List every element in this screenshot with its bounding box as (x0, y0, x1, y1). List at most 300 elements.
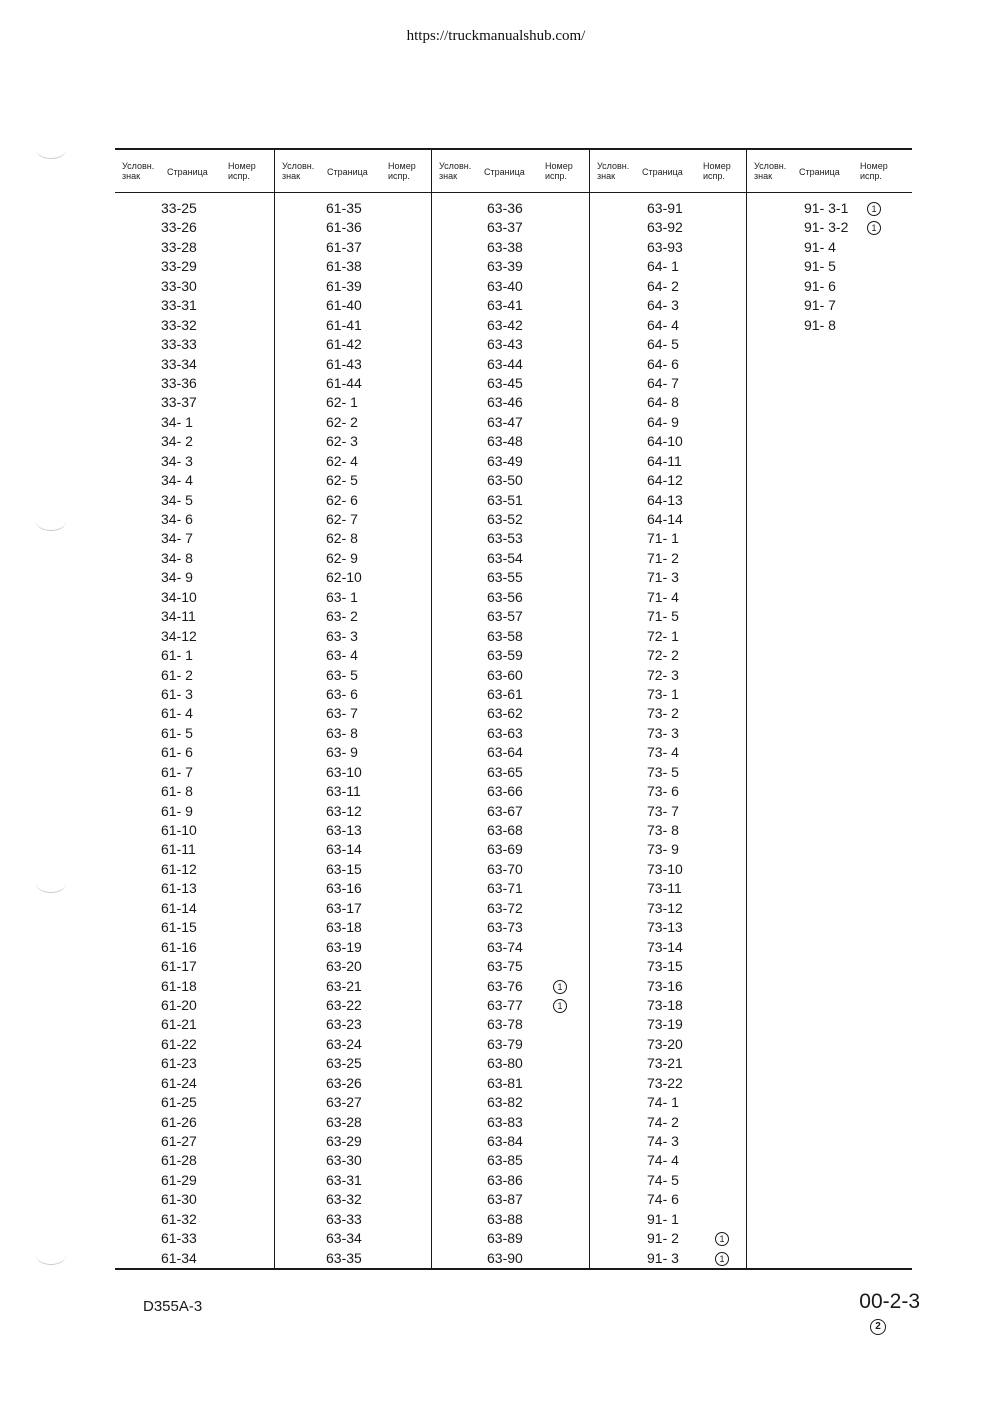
page-ref: 63-23 (326, 1016, 362, 1033)
page-ref: 63-68 (487, 822, 523, 838)
table-row (590, 627, 746, 646)
table-row (115, 918, 274, 937)
page-ref: 73-12 (647, 899, 683, 916)
page-ref: 34- 9 (161, 569, 193, 586)
table-row (275, 782, 431, 801)
table-row (432, 1171, 589, 1190)
table-row (115, 763, 274, 782)
page-ref: 73- 7 (647, 802, 679, 819)
page-ref: 61-39 (326, 277, 362, 294)
page-ref: 63-52 (487, 511, 523, 527)
page-ref: 63-43 (487, 336, 523, 353)
page-ref: 63-71 (487, 880, 523, 897)
table-row (590, 957, 746, 976)
table-row (590, 1074, 746, 1093)
table-row (590, 918, 746, 937)
page-ref: 73- 3 (647, 724, 679, 741)
table-row (590, 549, 746, 568)
page-ref: 61-10 (161, 822, 197, 838)
page-ref: 63-31 (326, 1171, 362, 1188)
table-row (590, 607, 746, 626)
header-page: Страница (327, 167, 368, 177)
page-ref: 74- 5 (647, 1171, 679, 1188)
page-ref: 63- 9 (326, 744, 358, 761)
page-ref: 33-29 (161, 258, 197, 275)
table-row (115, 257, 274, 276)
page-ref: 63-38 (487, 238, 523, 255)
table-row (115, 957, 274, 976)
page-ref: 33-32 (161, 316, 197, 333)
page-ref: 71- 2 (647, 549, 679, 566)
page-ref: 33-26 (161, 219, 197, 236)
table-row (275, 316, 431, 335)
page-ref: 91- 7 (804, 297, 836, 314)
table-row (432, 529, 589, 548)
page-ref: 61-18 (161, 977, 197, 994)
page-ref: 91- 4 (804, 238, 836, 255)
page-number: 00-2-3 (859, 1290, 920, 1313)
page-ref: 71- 3 (647, 569, 679, 586)
page-ref: 64- 8 (647, 394, 679, 411)
page-ref: 63-14 (326, 841, 362, 858)
table-row (275, 374, 431, 393)
page-ref: 33-25 (161, 200, 197, 216)
table-row (275, 277, 431, 296)
table-row (432, 413, 589, 432)
page-ref: 63-90 (487, 1249, 523, 1266)
table-row (432, 296, 589, 315)
header-rev: Номер испр. (228, 161, 256, 181)
page-ref: 61- 2 (161, 666, 193, 683)
column-header (747, 150, 912, 193)
table-row (275, 996, 431, 1015)
table-row (115, 977, 274, 996)
page-ref: 63-61 (487, 685, 523, 702)
page-ref: 34- 8 (161, 549, 193, 566)
page-ref: 63-54 (487, 549, 523, 566)
table-row (590, 588, 746, 607)
page-ref: 91- 2 (647, 1230, 679, 1247)
page-ref: 61-17 (161, 958, 197, 975)
table-row (432, 607, 589, 626)
table-row (590, 413, 746, 432)
page-ref: 63-29 (326, 1133, 362, 1149)
page-ref: 63-74 (487, 938, 523, 955)
page-ref: 63-48 (487, 433, 523, 450)
page-ref: 64- 9 (647, 413, 679, 430)
page-ref: 62- 7 (326, 511, 358, 527)
table-row (432, 1035, 589, 1054)
table-row (432, 335, 589, 354)
table-row (590, 821, 746, 840)
table-row (115, 452, 274, 471)
table-row (432, 491, 589, 510)
table-row (115, 899, 274, 918)
table-row (115, 568, 274, 587)
page-ref: 63-15 (326, 860, 362, 877)
page-ref: 63-20 (326, 958, 362, 975)
table-row (590, 996, 746, 1015)
table-row (115, 588, 274, 607)
table-row (275, 685, 431, 704)
table-row (432, 782, 589, 801)
table-row (432, 646, 589, 665)
table-row (115, 296, 274, 315)
page-ref: 62- 6 (326, 491, 358, 508)
page-ref: 63-10 (326, 763, 362, 780)
page-ref: 63-46 (487, 394, 523, 411)
page-ref: 63- 8 (326, 724, 358, 741)
page-ref: 71- 5 (647, 608, 679, 625)
page-ref: 63-27 (326, 1094, 362, 1111)
table-row (115, 1015, 274, 1034)
table-row (432, 452, 589, 471)
page-ref: 91- 3 (647, 1249, 679, 1266)
table-row (432, 957, 589, 976)
page-ref: 33-28 (161, 238, 197, 255)
table-row (275, 218, 431, 237)
table-row (275, 860, 431, 879)
page-ref: 61-44 (326, 374, 362, 391)
table-row (590, 568, 746, 587)
page-ref: 71- 4 (647, 588, 679, 605)
page-ref: 63-30 (326, 1152, 362, 1169)
table-row (432, 432, 589, 451)
page-ref: 63-80 (487, 1055, 523, 1072)
page-ref: 73- 5 (647, 763, 679, 780)
table-row (747, 296, 912, 315)
table-row (590, 471, 746, 490)
revision-mark: 1 (715, 1252, 729, 1266)
page-ref: 63- 3 (326, 627, 358, 644)
page-ref: 33-36 (161, 374, 197, 391)
header-sign: Условн. знак (597, 161, 630, 181)
table-row (590, 1093, 746, 1112)
page-ref: 73- 9 (647, 841, 679, 858)
table-row (432, 316, 589, 335)
column-rows (432, 199, 589, 1268)
page-ref: 73- 2 (647, 705, 679, 722)
page-ref: 73- 4 (647, 744, 679, 761)
page-ref: 63-67 (487, 802, 523, 819)
page-ref: 61-38 (326, 258, 362, 275)
table-row (275, 393, 431, 412)
page-ref: 63-92 (647, 219, 683, 236)
table-row (590, 238, 746, 257)
table-row (275, 821, 431, 840)
header-rev: Номер испр. (545, 161, 573, 181)
table-row (590, 432, 746, 451)
table-row (115, 238, 274, 257)
page-ref: 63-39 (487, 258, 523, 275)
table-row (590, 802, 746, 821)
page-ref: 61-34 (161, 1249, 197, 1266)
table-row (590, 316, 746, 335)
table-row (590, 1132, 746, 1151)
page-ref: 34- 4 (161, 472, 193, 489)
table-row (115, 1210, 274, 1229)
page-ref: 63- 6 (326, 685, 358, 702)
page-ref: 63-28 (326, 1113, 362, 1130)
page-ref: 74- 6 (647, 1191, 679, 1208)
table-row (115, 860, 274, 879)
table-row (275, 840, 431, 859)
table-row (275, 1249, 431, 1268)
page-ref: 63-12 (326, 802, 362, 819)
table-row (590, 393, 746, 412)
table-row (590, 199, 746, 218)
page-ref: 63-24 (326, 1035, 362, 1052)
table-row (275, 1074, 431, 1093)
table-row (590, 510, 746, 529)
page-ref: 73-19 (647, 1016, 683, 1033)
page-ref: 64-11 (647, 452, 682, 469)
page-ref: 61- 9 (161, 802, 193, 819)
page-ref: 63-72 (487, 899, 523, 916)
page-ref: 62- 2 (326, 413, 358, 430)
table-row (115, 1113, 274, 1132)
page-ref: 73-10 (647, 860, 683, 877)
table-row (275, 1113, 431, 1132)
table-row (275, 899, 431, 918)
page-ref: 91- 8 (804, 316, 836, 333)
table-row (432, 1190, 589, 1209)
table-row (590, 218, 746, 237)
page-ref: 61-32 (161, 1210, 197, 1227)
page-ref: 63-13 (326, 822, 362, 838)
table-row (747, 218, 912, 237)
page-ref: 61-15 (161, 919, 197, 936)
table-row (432, 918, 589, 937)
table-row (275, 1210, 431, 1229)
page-ref: 34- 5 (161, 491, 193, 508)
table-row (590, 1035, 746, 1054)
page-ref: 73-16 (647, 977, 683, 994)
page-ref: 72- 3 (647, 666, 679, 683)
binder-hole-mark (36, 140, 66, 159)
table-row (115, 782, 274, 801)
page-ref: 61-27 (161, 1133, 197, 1149)
table-row (590, 1015, 746, 1034)
page-ref: 63-55 (487, 569, 523, 586)
table-row (115, 355, 274, 374)
header-rev: Номер испр. (388, 161, 416, 181)
table-row (275, 957, 431, 976)
table-row (275, 646, 431, 665)
table-row (590, 743, 746, 762)
page-ref: 72- 2 (647, 647, 679, 664)
table-row (590, 938, 746, 957)
table-row (275, 413, 431, 432)
table-row (275, 743, 431, 762)
table-row (275, 938, 431, 957)
table-row (275, 529, 431, 548)
page-ref: 63-60 (487, 666, 523, 683)
page-ref: 63-91 (647, 200, 683, 216)
page-ref: 61- 7 (161, 763, 193, 780)
source-url[interactable]: https://truckmanualshub.com/ (406, 28, 586, 44)
page-ref: 63-93 (647, 238, 683, 255)
table-column (747, 150, 912, 1268)
table-row (275, 977, 431, 996)
table-row (115, 704, 274, 723)
page-ref: 63-88 (487, 1210, 523, 1227)
page-ref: 62- 9 (326, 549, 358, 566)
table-row (432, 1151, 589, 1170)
table-row (432, 821, 589, 840)
table-row (275, 238, 431, 257)
page-ref: 61-28 (161, 1152, 197, 1169)
page-ref: 63-49 (487, 452, 523, 469)
table-row (275, 802, 431, 821)
page-ref: 61-29 (161, 1171, 197, 1188)
table-row (432, 860, 589, 879)
page-ref: 63-37 (487, 219, 523, 236)
page-ref: 61-36 (326, 219, 362, 236)
table-row (432, 879, 589, 898)
table-row (275, 335, 431, 354)
page-ref: 63-25 (326, 1055, 362, 1072)
table-row (590, 1054, 746, 1073)
table-row (275, 918, 431, 937)
page-ref: 63-34 (326, 1230, 362, 1247)
page-ref: 33-37 (161, 394, 197, 411)
table-row (115, 413, 274, 432)
table-row (275, 588, 431, 607)
page-ref: 62- 5 (326, 472, 358, 489)
table-row (432, 977, 589, 996)
table-row (432, 1015, 589, 1034)
page-ref: 61-21 (161, 1016, 197, 1033)
table-row (590, 296, 746, 315)
page-ref: 61-37 (326, 238, 362, 255)
table-row (115, 277, 274, 296)
page-ref: 63-21 (326, 977, 362, 994)
table-column (590, 150, 747, 1268)
page-ref: 63-73 (487, 919, 523, 936)
table-column (275, 150, 432, 1268)
page-ref: 61-23 (161, 1055, 197, 1072)
page-ref: 73-18 (647, 996, 683, 1013)
page-ref: 63-44 (487, 355, 523, 372)
table-row (115, 432, 274, 451)
table-row (590, 257, 746, 276)
table-row (747, 238, 912, 257)
table-row (590, 529, 746, 548)
table-row (432, 355, 589, 374)
table-row (432, 763, 589, 782)
page-ref: 73-22 (647, 1074, 683, 1091)
page-ref: 63-41 (487, 297, 523, 314)
page-ref: 61-35 (326, 200, 362, 216)
page-ref: 91- 3-1 (804, 200, 849, 216)
page-ref: 64- 1 (647, 258, 679, 275)
page-ref: 61- 4 (161, 705, 193, 722)
table-row (275, 355, 431, 374)
page-ref: 63-81 (487, 1074, 523, 1091)
page-ref: 61-20 (161, 996, 197, 1013)
table-row (432, 1113, 589, 1132)
page-ref: 61-12 (161, 860, 197, 877)
page-ref: 34- 1 (161, 413, 193, 430)
table-row (432, 743, 589, 762)
table-row (747, 316, 912, 335)
table-row (590, 335, 746, 354)
header-page: Страница (484, 167, 525, 177)
table-row (275, 1132, 431, 1151)
page-ref: 61-14 (161, 899, 197, 916)
table-row (590, 1210, 746, 1229)
page-ref: 63-11 (326, 783, 361, 800)
table-row (590, 1171, 746, 1190)
page-ref: 63-83 (487, 1113, 523, 1130)
header-sign: Условн. знак (439, 161, 472, 181)
table-row (432, 510, 589, 529)
table-row (432, 627, 589, 646)
page-ref: 63-86 (487, 1171, 523, 1188)
table-row (590, 840, 746, 859)
binder-hole-mark (36, 874, 66, 893)
page-ref: 63-75 (487, 958, 523, 975)
table-row (275, 549, 431, 568)
page-ref: 61-26 (161, 1113, 197, 1130)
table-row (590, 704, 746, 723)
page-ref: 64-12 (647, 472, 683, 489)
column-header (115, 150, 274, 193)
table-row (432, 549, 589, 568)
page-ref: 64- 6 (647, 355, 679, 372)
page-ref: 63-87 (487, 1191, 523, 1208)
table-row (275, 199, 431, 218)
table-row (590, 1229, 746, 1248)
table-row (432, 899, 589, 918)
page-ref: 74- 2 (647, 1113, 679, 1130)
table-row (115, 549, 274, 568)
table-row (432, 471, 589, 490)
page-ref: 33-30 (161, 277, 197, 294)
page-ref: 34- 2 (161, 433, 193, 450)
table-row (115, 821, 274, 840)
table-row (590, 1249, 746, 1268)
table-row (432, 277, 589, 296)
page-ref: 63-40 (487, 277, 523, 294)
page-ref: 63-35 (326, 1249, 362, 1266)
table-row (275, 296, 431, 315)
column-rows (115, 199, 274, 1268)
page-ref: 63- 2 (326, 608, 358, 625)
table-row (115, 471, 274, 490)
page-ref: 63-32 (326, 1191, 362, 1208)
header-page: Страница (799, 167, 840, 177)
page-ref: 63- 5 (326, 666, 358, 683)
table-row (432, 1054, 589, 1073)
page-ref: 63-79 (487, 1035, 523, 1052)
table-row (275, 724, 431, 743)
table-row (115, 491, 274, 510)
header-sign: Условн. знак (282, 161, 315, 181)
table-row (275, 879, 431, 898)
page-ref: 63-85 (487, 1152, 523, 1169)
page-ref: 63- 4 (326, 647, 358, 664)
table-row (432, 996, 589, 1015)
table-row (747, 199, 912, 218)
binder-hole-mark (36, 512, 66, 531)
page-ref: 33-33 (161, 336, 197, 353)
table-row (275, 627, 431, 646)
table-row (432, 724, 589, 743)
table-row (590, 374, 746, 393)
table-row (275, 666, 431, 685)
